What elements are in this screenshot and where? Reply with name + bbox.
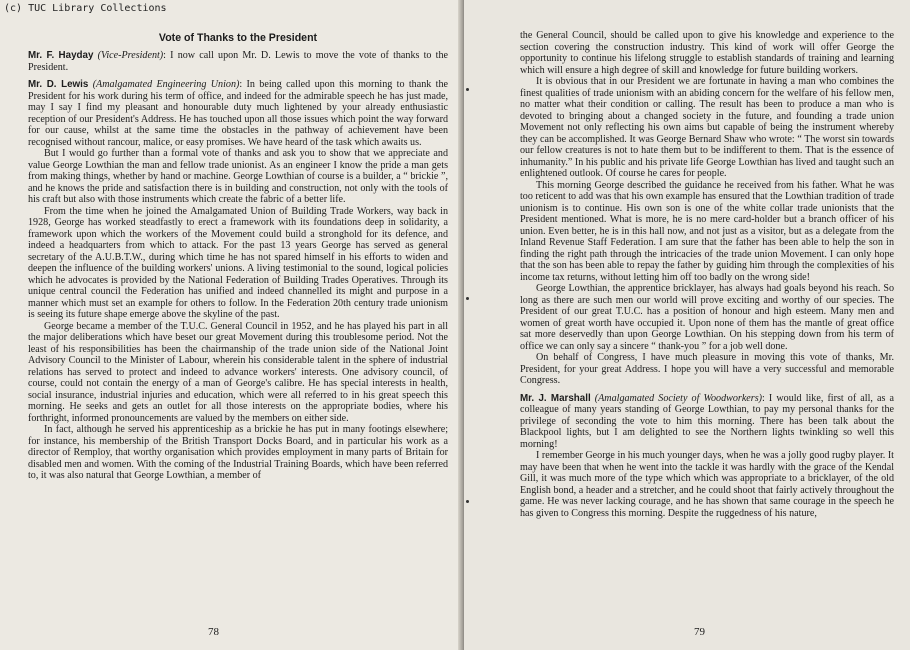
speaker-name: Mr. J. Marshall — [520, 392, 591, 404]
page-number: 79 — [694, 626, 705, 638]
scan-mark — [466, 297, 469, 300]
paragraph: I remember George in his much younger days, when he was a jolly good rugby player. It may have been that when he went into the tackle it was hardly with the grace of the Kendal Gill, it was much more of the type which which was appropriate to a bricklayer, of the old English bond, a header and a stretcher, and he could shoot that fairly actively throughout the game. He was never lacking courage, and he has shown that same courage in the speech he has given to Congress this morning. Despite the ruggedness of his nature, — [520, 450, 894, 519]
paragraph: This morning George described the guidance he received from his father. What he was too reticent to add was that his own example has ensured that the Lowthian tradition of trade unionism is to continue. His own son is one of the white collar trade unionists that the President mentioned. What is more, he is no mere card-holder but a branch officer of his union. Even better, he is in this hall now, and not just as a visitor, but as a delegate from the Inland Revenue Staff Federation. I am sure that the father has been able to help the son in finding the right path through the intricacies of the trade union Movement. I can only hope that the son has been able to repay the father by guiding him through the complexities of his income tax returns, without letting him off too badly on the wrong side! — [520, 179, 894, 283]
speaker-name: Mr. F. Hayday — [28, 50, 94, 61]
section-heading: Vote of Thanks to the President — [158, 32, 318, 44]
paragraph-text: : I would like, first of all, as a colleague of many years standing of George Lowthian, to pay my personal thanks for the privilege of seconding the vote to him this morning. There has been talk about the Blackpool lights, but I am delighted to see the Northern lights twinkling so well this morning! — [520, 392, 894, 450]
speaker-role: (Amalgamated Society of Woodworkers) — [594, 392, 762, 404]
paragraph: But I would go further than a formal vote of thanks and ask you to show that we appreciate and value George Lowthian the man and fellow trade unionist. As an engineer I know the pride a man gets from making things, whether by hand or machine. George Lowthian of course is a builder, a “ brickie ”, and he knows the pride and satisfaction there is in building and construction, not only with the tools of his craft but also with those instruments which create the fabric of a better life. — [28, 148, 448, 205]
paragraph: the General Council, should be called upon to give his knowledge and experience to the section covering the construction industry. This kind of work will offer George the opportunity to continue his lifelong struggle to establish standards of training and learning which will ensure a high degree of skill and knowledge for future building workers. — [520, 30, 894, 76]
paragraph: It is obvious that in our President we are fortunate in having a man who combines the finest qualities of trade unionism with an abiding concern for the welfare of his fellow men, no matter what their condition or calling. The result has been to produce a man who is devoted to bringing about a changed society in the future, and founding a trade union Movement not only reflecting his own aims but capable of being the instrument whereby they can be accomplished. It was George Bernard Shaw who wrote: “ The worst sin towards our fellow creatures is not to hate them but to be indifferent to them. That is the essence of inhumanity.” In his public and his private life George Lowthian has lived and taught such an enlightened outlook. Of course he cares for people. — [520, 76, 894, 179]
paragraph: On behalf of Congress, I have much pleasure in moving this vote of thanks, Mr. President, for your great Address. I hope you will have a very successful and memorable Congress. — [520, 352, 894, 386]
paragraph — [28, 50, 448, 73]
paragraph-text: : I now call upon Mr. D. Lewis to move the vote of thanks to the President. — [28, 50, 448, 73]
paragraph: From the time when he joined the Amalgamated Union of Building Trade Workers, way back in 1928, George has worked steadfastly to erect a framework with its foundations deep in solidarity, a framework upon which the workers of the Movement could build a stronghold for its defence, and indeed a headquarters from which to attack. For the past 13 years George has served as general secretary of the A.U.B.T.W., during which time he has not spared himself in his efforts to widen and deepen the influence of the building workers' unions. A living testimonial to the sound, logical policies which he advocates is provided by the National Federation of Building Trades Operatives. Through its unique central council the Federation has unified and indeed channelled its might and purpose in a manner which must set an example for others to follow. In the Federation 20th century trade unionism is seeing its future shape emerge above the skyline of the past. — [28, 205, 448, 320]
paragraph: George became a member of the T.U.C. General Council in 1952, and he has played his part in all the major deliberations which have beset our great Movement during this troublesome period. Not the least of his responsibilities has been the chairmanship of the trade union side of the National Joint Advisory Council to the Minister of Labour, wherein his considerable talent in the sphere of industrial relations has served to protect and indeed to advance workers' interests. One advisory council, of course, could not contain the energy of a man of George's calibre. He has special interests in health, social insurance, industrial injuries and education, which were all referred to in his great speech this morning. He seeks and gets an outlet for all those interests on the appropriate bodies, where his forthright, informed pronouncements are valued by the members on either side. — [28, 320, 448, 424]
scan-mark — [466, 500, 469, 503]
page-number: 78 — [208, 626, 219, 638]
paragraph-text: : In being called upon this morning to thank the President for his work during his term of office, and indeed for the admirable speech he has just made, may I say I find my pleasant and honourable duty much lightened by your already enthusiastic reception of our President's Address. He has touched upon all those issues which point the way forward for our cause, whilst at the same time the obstacles in the pathway of achievement have been recognised without rancour, malice, or easy promises. We have heard of the task which awaits us. — [28, 79, 449, 148]
paragraph — [28, 79, 448, 148]
scan-mark — [466, 88, 469, 91]
speaker-role: (Amalgamated Engineering Union) — [92, 79, 240, 90]
right-page — [464, 0, 910, 650]
paragraph: George Lowthian, the apprentice bricklayer, has always had goals beyond his reach. So long as there are such men our world will prove exciting and worthy of our species. The President of our great T.U.C. has a position of honour and high esteem. Many men and women of great worth have occupied it. Upon none of them has the mantle of great office sat more deservedly than upon George Lowthian. On his stepping down from his term of office we can only say a sincere “ thank-you ” for a job well done. — [520, 283, 894, 352]
speaker-name: Mr. D. Lewis — [28, 79, 89, 90]
watermark: (c) TUC Library Collections — [4, 3, 167, 14]
speaker-role: (Vice-President) — [97, 50, 164, 61]
paragraph: In fact, although he served his apprenticeship as a brickie he has put in many footings elsewhere; for instance, his membership of the British Transport Docks Board, and in particular his work as a director of Remploy, that worthy organisation which provides employment in many parts of Britain for disabled men and women. With the coming of the Industrial Training Boards, which have been referred to, it was also natural that George Lowthian, a member of — [28, 424, 448, 481]
paragraph — [520, 393, 894, 451]
